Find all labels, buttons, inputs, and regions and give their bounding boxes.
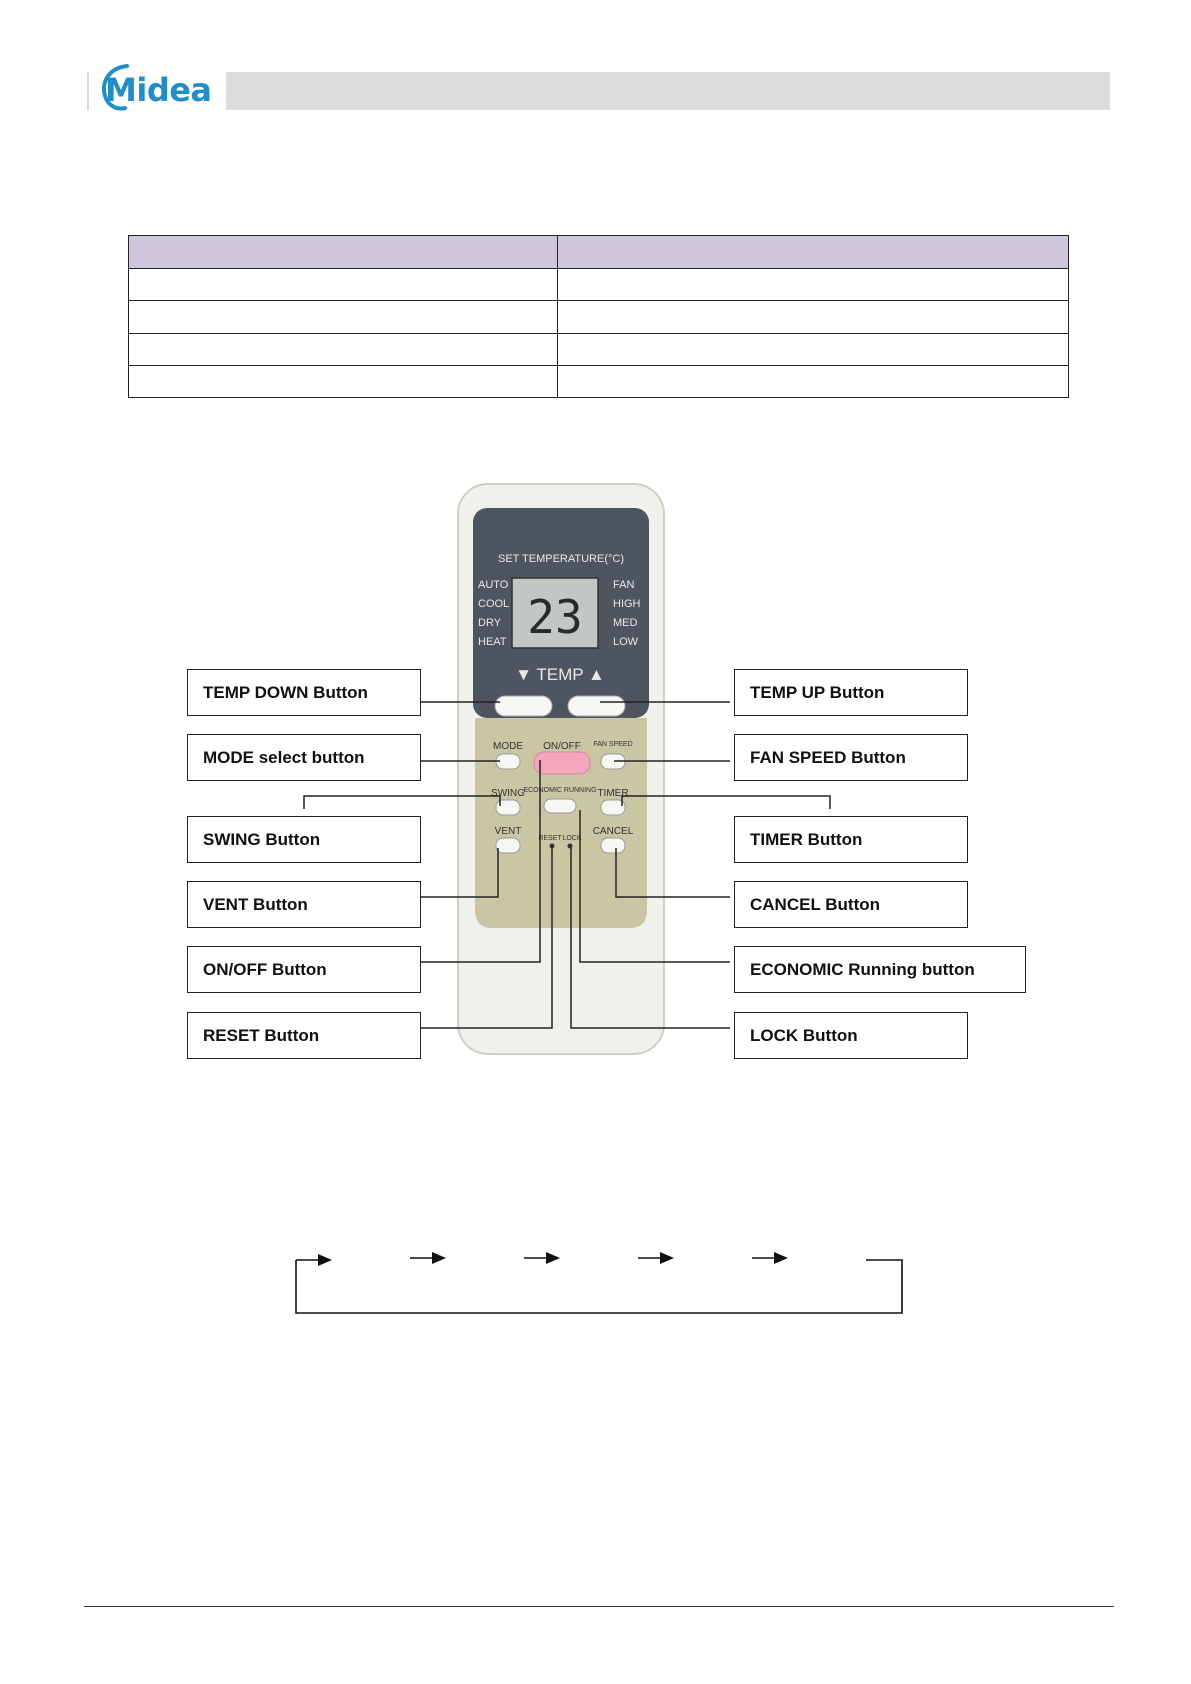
mode-heat: HEAT xyxy=(478,636,507,648)
table-header-row xyxy=(129,236,1069,269)
table-row xyxy=(129,269,1069,301)
flow-arrows xyxy=(0,1240,1191,1320)
vent-key-label: VENT xyxy=(494,826,522,837)
fan-speed-key-label: FAN SPEED xyxy=(593,741,633,748)
spec-table xyxy=(128,235,1069,398)
table-cell xyxy=(558,333,1069,365)
callout-temp-up: TEMP UP Button xyxy=(734,669,968,716)
table-cell xyxy=(129,301,558,333)
temp-up-key[interactable] xyxy=(568,696,625,716)
callout-mode: MODE select button xyxy=(187,734,421,781)
header-bar xyxy=(226,72,1110,110)
callout-swing: SWING Button xyxy=(187,816,421,863)
callout-onoff: ON/OFF Button xyxy=(187,946,421,993)
reset-hole[interactable] xyxy=(550,844,555,849)
mode-key-label: MODE xyxy=(493,741,523,752)
remote-diagram xyxy=(0,470,1191,1070)
temp-down-key[interactable] xyxy=(495,696,552,716)
table-header-cell xyxy=(129,236,558,269)
mode-cycle-flow xyxy=(0,1240,1191,1320)
callout-timer: TIMER Button xyxy=(734,816,968,863)
economic-key[interactable] xyxy=(544,799,576,813)
temp-key-label: ▼ TEMP ▲ xyxy=(515,665,605,684)
arrowhead-icon xyxy=(318,1254,332,1266)
cancel-key[interactable] xyxy=(601,838,625,853)
table-cell xyxy=(129,333,558,365)
callout-vent: VENT Button xyxy=(187,881,421,928)
table-cell xyxy=(558,301,1069,333)
table-cell xyxy=(558,365,1069,397)
mode-dry: DRY xyxy=(478,617,502,629)
table-cell xyxy=(558,269,1069,301)
callout-lock: LOCK Button xyxy=(734,1012,968,1059)
footer-rule xyxy=(84,1606,1114,1607)
mode-auto: AUTO xyxy=(478,579,509,591)
mode-cool: COOL xyxy=(478,598,510,610)
callout-temp-down: TEMP DOWN Button xyxy=(187,669,421,716)
table-cell xyxy=(129,365,558,397)
table-row xyxy=(129,333,1069,365)
flow-return-line xyxy=(296,1260,902,1313)
header-left-rule xyxy=(87,72,89,110)
arrowhead-icon xyxy=(432,1252,446,1264)
callout-cancel: CANCEL Button xyxy=(734,881,968,928)
fan-med: MED xyxy=(613,617,638,629)
fan-low: LOW xyxy=(613,636,639,648)
table-header-cell xyxy=(558,236,1069,269)
logo-text: Midea xyxy=(105,71,212,109)
economic-key-label: ECONOMIC RUNNING xyxy=(523,787,597,794)
onoff-key[interactable] xyxy=(534,752,590,774)
lock-key-label: LOCK xyxy=(562,835,582,842)
vent-key[interactable] xyxy=(496,838,520,853)
onoff-key-label: ON/OFF xyxy=(543,741,581,752)
cancel-key-label: CANCEL xyxy=(592,826,634,837)
timer-key-label: TIMER xyxy=(597,788,629,799)
swing-key-label: SWING xyxy=(491,788,525,799)
callout-fan-speed: FAN SPEED Button xyxy=(734,734,968,781)
lock-hole[interactable] xyxy=(568,844,573,849)
lcd-temperature: 23 xyxy=(527,590,583,644)
fan-label: FAN xyxy=(613,579,635,591)
midea-logo xyxy=(105,66,212,114)
fan-high: HIGH xyxy=(613,598,641,610)
arrowhead-icon xyxy=(774,1252,788,1264)
arrowhead-icon xyxy=(546,1252,560,1264)
set-temp-title: SET TEMPERATURE(°C) xyxy=(497,553,625,565)
table-row xyxy=(129,301,1069,333)
table-row xyxy=(129,365,1069,397)
arrowhead-icon xyxy=(660,1252,674,1264)
callout-reset: RESET Button xyxy=(187,1012,421,1059)
callout-economic: ECONOMIC Running button xyxy=(734,946,1026,993)
table-cell xyxy=(129,269,558,301)
reset-key-label: RESET xyxy=(538,835,562,842)
